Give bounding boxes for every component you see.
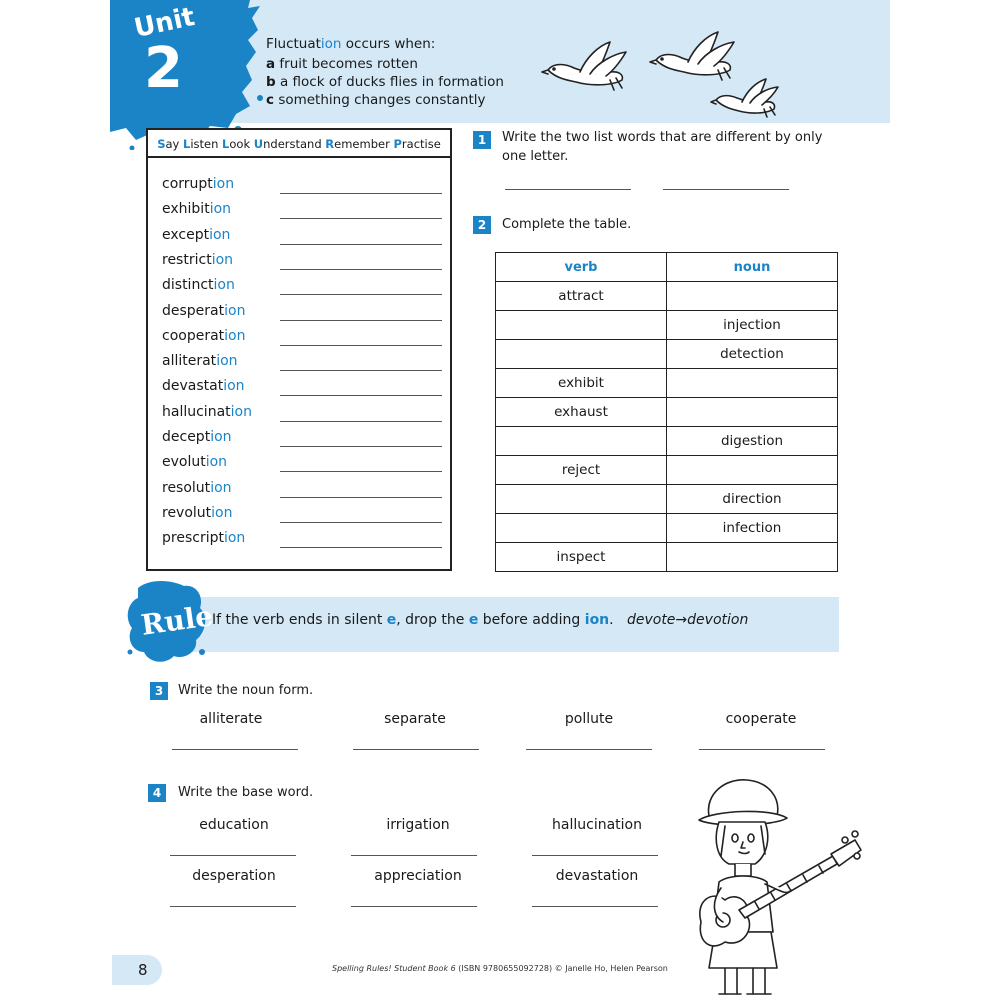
word-base: hallucinat: [162, 403, 231, 420]
word-suffix: ion: [223, 378, 245, 395]
spelling-word: [162, 176, 234, 192]
word-base: distinct: [162, 277, 214, 294]
verb-cell: exhibit: [496, 369, 667, 398]
spelling-word: [162, 404, 252, 420]
q4-answer-line-1[interactable]: [170, 855, 296, 856]
verb-cell: exhaust: [496, 398, 667, 427]
question-4-number: 4: [148, 784, 166, 802]
spelling-word-row: [162, 378, 442, 400]
spelling-word: [162, 480, 232, 496]
verb-cell[interactable]: [496, 340, 667, 369]
question-1-line-2: one letter.: [502, 149, 569, 164]
word-base: desperat: [162, 302, 225, 319]
word-base: restrict: [162, 251, 212, 268]
spelling-word-row: [162, 505, 442, 527]
noun-cell: direction: [667, 485, 838, 514]
q4-answer-line-2[interactable]: [351, 855, 477, 856]
word-suffix: ion: [210, 479, 232, 496]
definition-option-c: c something changes constantly: [266, 92, 486, 108]
word-suffix: ion: [216, 353, 238, 370]
question-1-answer-line-2[interactable]: [663, 189, 789, 190]
word-base: cooperat: [162, 327, 225, 344]
word-base: evolut: [162, 454, 206, 471]
q3-word-4: cooperate: [725, 711, 797, 727]
q3-answer-line-4[interactable]: [699, 749, 825, 750]
question-3-text: Write the noun form.: [178, 683, 314, 698]
spelling-word: [162, 277, 235, 293]
spelling-word-row: [162, 480, 442, 502]
noun-cell: infection: [667, 514, 838, 543]
spelling-word: [162, 530, 245, 546]
table-row: [496, 514, 838, 543]
verb-column-header: verb: [496, 253, 667, 282]
table-row: [496, 543, 838, 572]
practice-line[interactable]: [280, 547, 442, 548]
duck-2-icon: [650, 32, 734, 80]
verb-cell: reject: [496, 456, 667, 485]
unit-label: Unit: [131, 1, 198, 45]
word-base: alliterat: [162, 353, 217, 370]
table-row: [496, 311, 838, 340]
q4-answer-line-4[interactable]: [170, 906, 296, 907]
table-row: [496, 282, 838, 311]
guitar-player-illustration: [695, 772, 865, 998]
q4-answer-line-3[interactable]: [532, 855, 658, 856]
word-base: decept: [162, 429, 211, 445]
word-suffix: ion: [209, 226, 231, 243]
q4-word-3: hallucination: [552, 817, 642, 833]
spelling-word-row: [162, 353, 442, 375]
question-4-text: Write the base word.: [178, 785, 314, 800]
spelling-word-row: [162, 404, 442, 426]
q4-answer-line-5[interactable]: [351, 906, 477, 907]
q3-answer-line-1[interactable]: [172, 749, 298, 750]
verb-cell: attract: [496, 282, 667, 311]
word-base: resolut: [162, 479, 211, 496]
noun-cell[interactable]: [667, 369, 838, 398]
definition-option-b: b a flock of ducks flies in formation: [266, 74, 504, 90]
question-2-text: Complete the table.: [502, 217, 632, 232]
practice-line[interactable]: [280, 218, 442, 219]
question-1-number: 1: [473, 131, 491, 149]
question-1-line-1: Write the two list words that are different by only: [502, 130, 823, 145]
q3-word-2: separate: [384, 711, 446, 727]
word-suffix: ion: [211, 504, 233, 521]
spelling-word: [162, 303, 245, 319]
definition-stem: Fluctuation occurs when:: [266, 36, 436, 52]
q3-answer-line-3[interactable]: [526, 749, 652, 750]
spelling-word-row: [162, 277, 442, 299]
spelling-word-row: [162, 429, 442, 451]
practice-line[interactable]: [280, 244, 442, 245]
practice-line[interactable]: [280, 294, 442, 295]
practice-line[interactable]: [280, 320, 442, 321]
definition-option-a: a fruit becomes rotten: [266, 56, 418, 72]
duck-1-icon: [542, 42, 626, 90]
spelling-word-row: [162, 227, 442, 249]
word-suffix: ion: [209, 201, 232, 218]
word-base: devastat: [162, 378, 224, 395]
verb-cell[interactable]: [496, 311, 667, 340]
q4-word-2: irrigation: [386, 817, 450, 833]
spelling-word-list-box: [146, 128, 452, 571]
q4-word-4: desperation: [192, 868, 276, 884]
word-base: revolut: [162, 504, 212, 521]
practice-line[interactable]: [280, 522, 442, 523]
footer-credit: Spelling Rules! Student Book 6 (ISBN 9780655092728) © Janelle Ho, Helen Pearson: [332, 964, 668, 973]
word-suffix: ion: [210, 429, 232, 445]
word-suffix: ion: [224, 302, 246, 319]
table-row: [496, 369, 838, 398]
word-base: except: [162, 226, 210, 243]
noun-cell[interactable]: [667, 398, 838, 427]
word-suffix: ion: [223, 530, 246, 547]
spelling-word: [162, 429, 232, 445]
spelling-word: [162, 252, 233, 268]
word-suffix: ion: [230, 403, 252, 420]
noun-cell: detection: [667, 340, 838, 369]
noun-cell[interactable]: [667, 543, 838, 572]
arrow-icon: →: [675, 612, 688, 628]
verb-noun-table: [495, 252, 838, 572]
word-suffix: ion: [213, 277, 235, 294]
practice-line[interactable]: [280, 421, 442, 422]
table-row: [496, 485, 838, 514]
spelling-word: [162, 454, 227, 470]
spelling-word-row: [162, 303, 442, 325]
practice-line[interactable]: [280, 193, 442, 194]
duck-3-icon: [711, 79, 778, 117]
practice-line[interactable]: [280, 471, 442, 472]
verb-cell[interactable]: [496, 514, 667, 543]
word-suffix: ion: [212, 176, 235, 192]
spelling-word-row: [162, 201, 442, 223]
table-row: [496, 398, 838, 427]
slurp-header: Say Listen Look Understand Remember Practise: [148, 130, 450, 158]
noun-column-header: noun: [667, 253, 838, 282]
spelling-word: [162, 227, 230, 243]
spelling-word: [162, 505, 233, 521]
spelling-word-row: [162, 454, 442, 476]
q4-word-5: appreciation: [374, 868, 462, 884]
practice-line[interactable]: [280, 345, 442, 346]
noun-cell: digestion: [667, 427, 838, 456]
rule-text: If the verb ends in silent e, drop the e before adding ion. devote→devotion: [212, 612, 749, 628]
spelling-word: [162, 353, 238, 369]
table-row: [496, 456, 838, 485]
q4-answer-line-6[interactable]: [532, 906, 658, 907]
q3-word-3: pollute: [564, 711, 614, 727]
practice-line[interactable]: [280, 269, 442, 270]
word-base: corrupt: [162, 176, 213, 192]
word-suffix: ion: [211, 251, 234, 268]
q3-answer-line-2[interactable]: [353, 749, 479, 750]
spelling-word-row: [162, 530, 442, 552]
practice-line[interactable]: [280, 370, 442, 371]
noun-cell: injection: [667, 311, 838, 340]
practice-line[interactable]: [280, 395, 442, 396]
word-base: exhibit: [162, 201, 210, 218]
question-2-number: 2: [473, 216, 491, 234]
spelling-word-row: [162, 328, 442, 350]
word-suffix: ion: [224, 327, 246, 344]
spelling-word-row: [162, 252, 442, 274]
page-number: 8: [112, 955, 162, 985]
q4-word-1: education: [199, 817, 269, 833]
table-row: [496, 427, 838, 456]
flying-ducks-illustration: [540, 28, 780, 128]
question-3-number: 3: [150, 682, 168, 700]
rule-badge-label: Rule: [139, 599, 216, 642]
unit-number: 2: [144, 36, 183, 101]
q3-word-1: alliterate: [199, 711, 263, 727]
word-base: prescript: [162, 530, 224, 547]
practice-line[interactable]: [280, 497, 442, 498]
noun-cell[interactable]: [667, 456, 838, 485]
table-row: [496, 340, 838, 369]
verb-cell[interactable]: [496, 427, 667, 456]
question-1-answer-line-1[interactable]: [505, 189, 631, 190]
spelling-word: [162, 201, 231, 217]
verb-cell[interactable]: [496, 485, 667, 514]
spelling-word: [162, 328, 245, 344]
spelling-word: [162, 378, 245, 394]
word-suffix: ion: [205, 454, 228, 471]
q4-word-6: devastation: [555, 868, 639, 884]
noun-cell[interactable]: [667, 282, 838, 311]
practice-line[interactable]: [280, 446, 442, 447]
spelling-word-row: [162, 176, 442, 198]
verb-cell: inspect: [496, 543, 667, 572]
